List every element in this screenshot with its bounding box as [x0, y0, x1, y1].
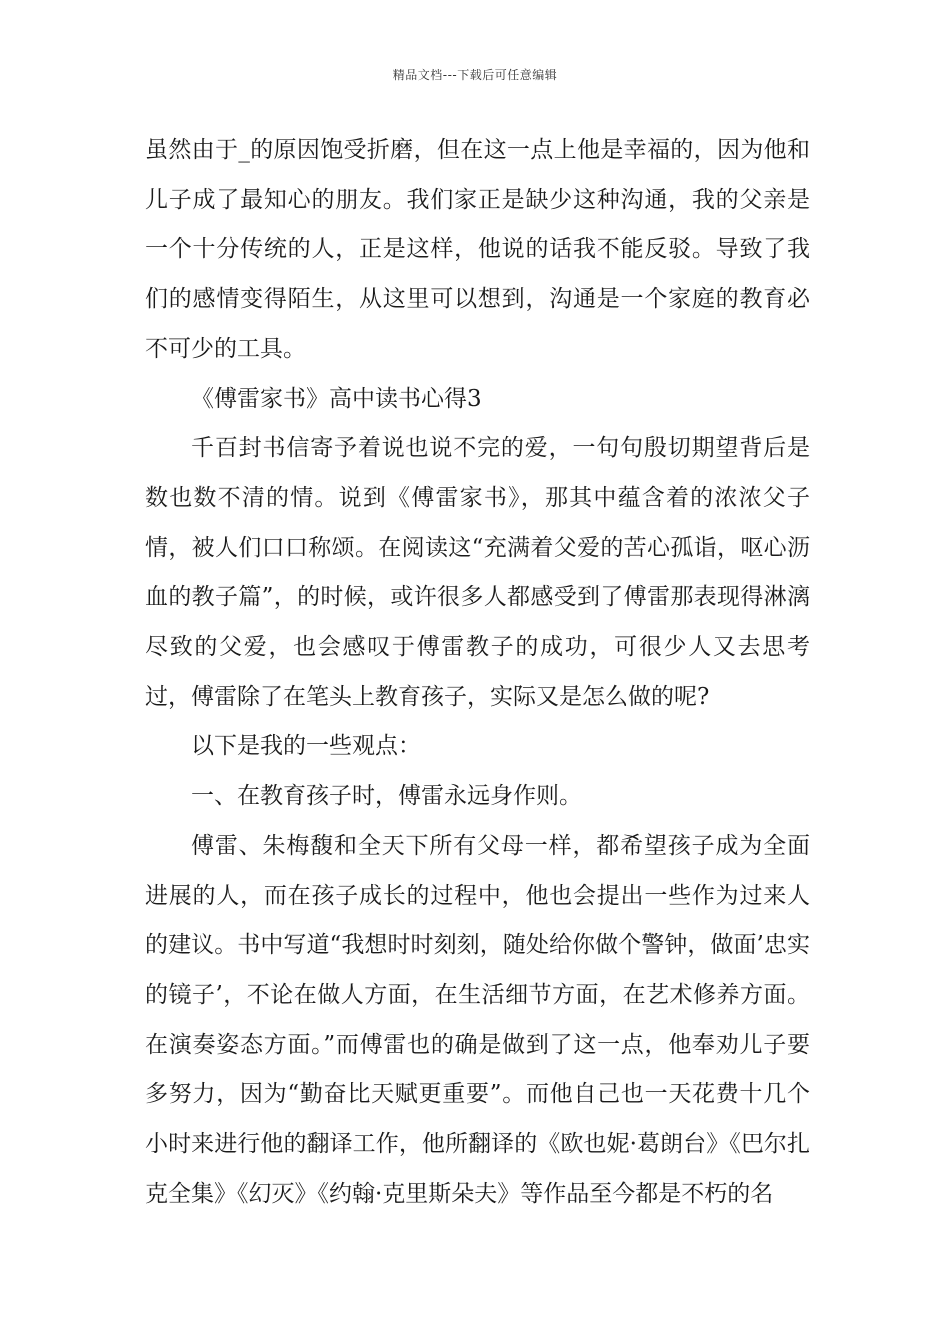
paragraph-intro: 千百封书信寄予着说也说不完的爱，一句句殷切期望背后是数也数不清的情。说到《傅雷家书》，那其中蕴含着的浓浓父子情，被人们口口称颂。在阅读这“充满着父爱的苦心孤诣，呕心沥血的教子篇”，的时候，或许很多人都感受到了傅雷那表现得淋漓尽致的父爱，也会感叹于傅雷教子的成功，可很少人又去思考过，傅雷除了在笔头上教育孩子，实际又是怎么做的呢?	[145, 435, 810, 710]
paragraph-point-one: 傅雷、朱梅馥和全天下所有父母一样，都希望孩子成为全面进展的人，而在孩子成长的过程中，他也会提出一些作为过来人的建议。书中写道“我想时时刻刻，随处给你做个警钟，做面’忠实的镜子’，不论在做人方面，在生活细节方面，在艺术修养方面。在演奏姿态方面。”而傅雷也的确是做到了这一点，他奉劝儿子要多努力，因为“勤奋比天赋更重要”。而他自己也一天花费十几个小时来进行他的翻译工作，他所翻译的《欧也妮·葛朗台》《巴尔扎克全集》《幻灭》《约翰·克里斯朵夫》等作品至今都是不朽的名	[145, 832, 810, 1207]
paragraph-continuation: 虽然由于_的原因饱受折磨，但在这一点上他是幸福的，因为他和儿子成了最知心的朋友。我们家正是缺少这种沟通，我的父亲是一个十分传统的人，正是这样，他说的话我不能反驳。导致了我们的感情变得陌生，从这里可以想到，沟通是一个家庭的教育必不可少的工具。	[145, 137, 810, 362]
section-title: 《傅雷家书》高中读书心得3	[191, 385, 482, 412]
document-body	[145, 126, 810, 1219]
point-heading-one: 一、在教育孩子时，傅雷永远身作则。	[191, 783, 582, 810]
page-header: 精品文档---下载后可任意编辑	[392, 68, 558, 82]
paragraph-lead-in: 以下是我的一些观点：	[191, 733, 421, 760]
